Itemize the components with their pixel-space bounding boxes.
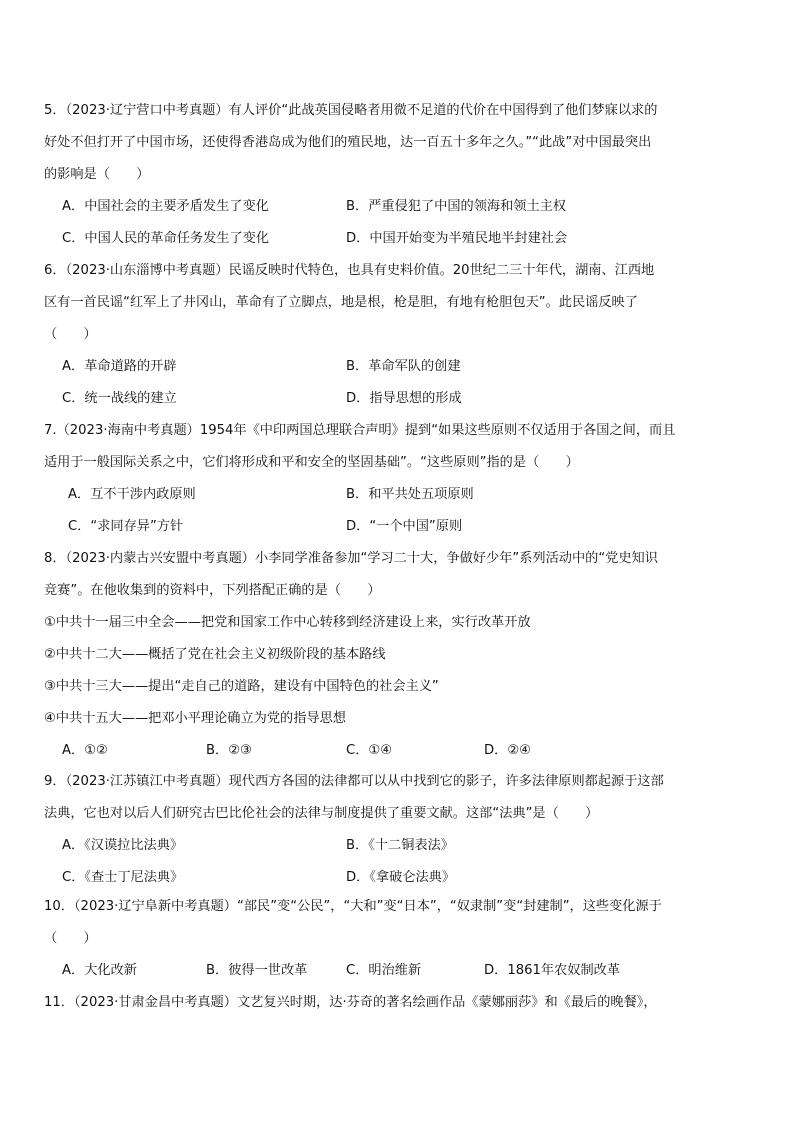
options-row [44,485,756,517]
options-row [44,741,756,773]
options-row [44,868,756,900]
option-a[interactable]: A．大化改新 [62,963,137,978]
question-5 [44,101,756,261]
options-row [44,197,756,229]
option-b[interactable]: B．革命军队的创建 [346,359,461,374]
option-d[interactable]: D．指导思想的形成 [346,391,462,406]
option-b[interactable]: B．彼得一世改革 [206,963,308,978]
question-line: 8．（2023·内蒙古兴安盟中考真题）小李同学准备参加“学习二十大，争做好少年”系列活动中的“党史知识 [44,551,658,566]
question-line: 5．（2023·辽宁营口中考真题）有人评价“此战英国侵略者用微不足道的代价在中国得到了他们梦寐以求的 [44,103,658,118]
option-d[interactable]: D．《拿破仑法典》 [346,870,456,885]
question-line: 适用于一般国际关系之中，它们将形成和平和安全的坚固基础”。“这些原则”指的是（ ） [44,455,579,470]
option-c[interactable]: C．《查士丁尼法典》 [62,870,184,885]
option-c[interactable]: C．①④ [346,743,393,758]
option-a[interactable]: A．革命道路的开辟 [62,359,177,374]
option-b[interactable]: B．严重侵犯了中国的领海和领土主权 [346,199,567,214]
options-row [44,961,756,993]
question-10 [44,897,756,993]
options-row [44,517,756,549]
option-b[interactable]: B．《十二铜表法》 [346,838,454,853]
option-c[interactable]: C．统一战线的建立 [62,391,177,406]
question-6 [44,261,756,421]
question-line: 区有一首民谣“红军上了井冈山，革命有了立脚点，地是根，枪是胆，有地有枪胆包天”。此民谣反映了 [44,295,638,310]
option-b[interactable]: B．②③ [206,743,252,758]
question-line: （ ） [44,327,97,342]
options-row [44,357,756,389]
statement-2: ②中共十二大——概括了党在社会主义初级阶段的基本路线 [44,647,386,662]
exam-page [44,0,756,1123]
question-line: 竞赛”。在他收集到的资料中，下列搭配正确的是（ ） [44,583,381,598]
question-11 [44,993,756,1025]
option-a[interactable]: A．①② [62,743,108,758]
question-line: 10．（2023·辽宁阜新中考真题）“部民”变“公民”，“大和”变“日本”，“奴隶制”变“封建制”，这些变化源于 [44,899,662,914]
option-c[interactable]: C．中国人民的革命任务发生了变化 [62,231,270,246]
question-line: 11．（2023·甘肃金昌中考真题）文艺复兴时期，达·芬奇的著名绘画作品《蒙娜丽莎》和《最后的晚餐》， [44,995,657,1010]
question-8 [44,549,756,773]
option-d[interactable]: D．1861年农奴制改革 [484,963,621,978]
question-7 [44,421,756,549]
option-a[interactable]: A．互不干涉内政原则 [68,487,196,502]
question-line: （ ） [44,931,97,946]
question-line: 好处不但打开了中国市场，还使得香港岛成为他们的殖民地，达一百五十多年之久。”“此战”对中国最突出 [44,135,652,150]
option-c[interactable]: C．“求同存异”方针 [68,519,184,534]
statement-3: ③中共十三大——提出“走自己的道路，建设有中国特色的社会主义” [44,679,439,694]
options-row [44,836,756,868]
statement-1: ①中共十一届三中全会——把党和国家工作中心转移到经济建设上来，实行改革开放 [44,615,531,630]
statement-4: ④中共十五大——把邓小平理论确立为党的指导思想 [44,711,346,726]
option-a[interactable]: A．《汉谟拉比法典》 [62,838,184,853]
question-9 [44,772,756,900]
option-d[interactable]: D．“一个中国”原则 [346,519,463,534]
option-b[interactable]: B．和平共处五项原则 [346,487,474,502]
option-c[interactable]: C．明治维新 [346,963,422,978]
question-line: 6．（2023·山东淄博中考真题）民谣反映时代特色，也具有史料价值。20世纪二三十年代，湖南、江西地 [44,263,655,278]
option-d[interactable]: D．中国开始变为半殖民地半封建社会 [346,231,568,246]
question-line: 7.（2023·海南中考真题）1954年《中印两国总理联合声明》提到“如果这些原则不仅适用于各国之间，而且 [44,423,676,438]
question-line: 法典，它也对以后人们研究古巴比伦社会的法律与制度提供了重要文献。这部“法典”是（ ） [44,806,599,821]
question-line: 9．（2023·江苏镇江中考真题）现代西方各国的法律都可以从中找到它的影子，许多法律原则都起源于这部 [44,774,664,789]
option-a[interactable]: A．中国社会的主要矛盾发生了变化 [62,199,269,214]
options-row [44,229,756,261]
option-d[interactable]: D．②④ [484,743,531,758]
options-row [44,389,756,421]
question-line: 的影响是（ ） [44,167,150,182]
